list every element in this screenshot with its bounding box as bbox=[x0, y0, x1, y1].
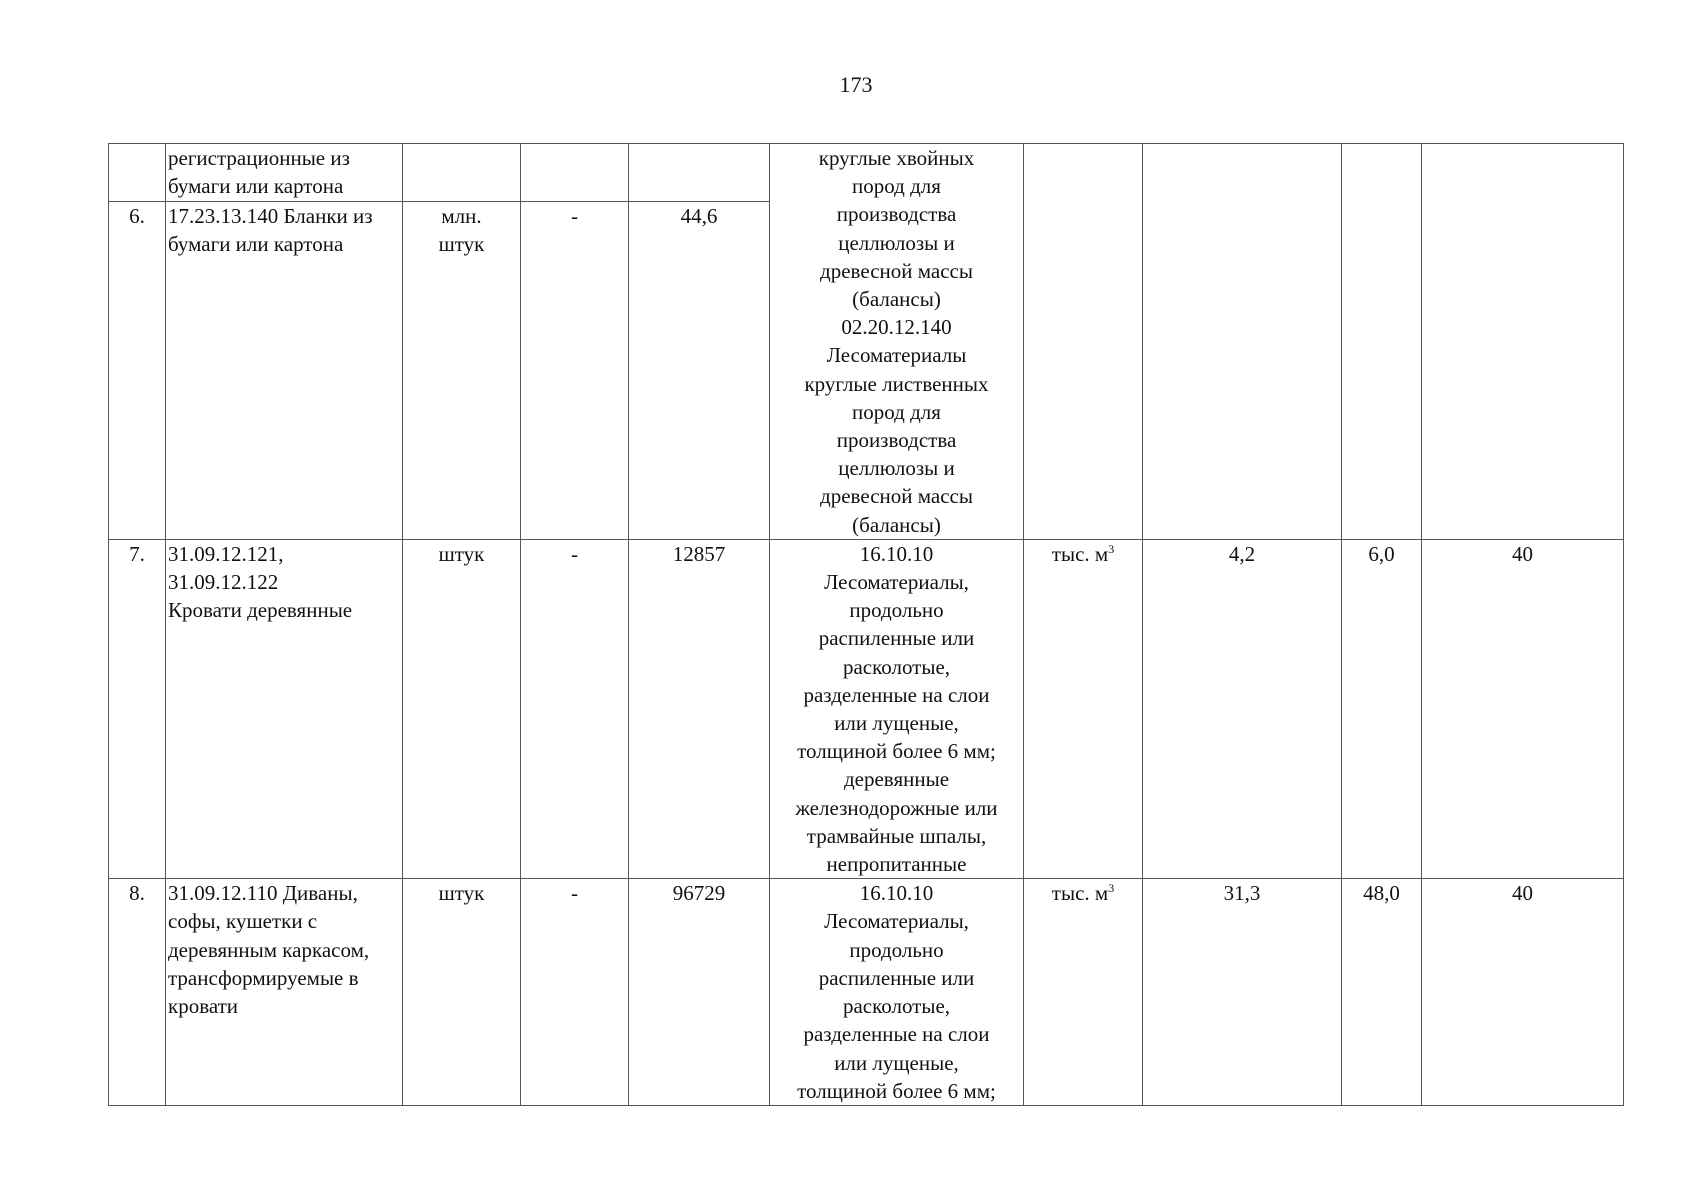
material-line: круглые хвойных bbox=[818, 146, 975, 170]
row-number-cell: 7. bbox=[109, 539, 166, 878]
material-line: разделенные на слои bbox=[803, 682, 990, 707]
material-line: Лесоматериалы bbox=[826, 343, 967, 368]
value-2-cell bbox=[1342, 144, 1422, 540]
material-cell bbox=[770, 879, 1024, 1106]
material-line: круглые лиственных bbox=[804, 371, 989, 396]
unit-cell bbox=[403, 202, 521, 540]
product-name-cell: 31.09.12.110 Диваны, софы, кушетки с деревянным каркасом, трансформируемые в кровати bbox=[166, 879, 403, 1106]
material-line: древесной массы bbox=[820, 484, 973, 509]
material-line: расколотые, bbox=[842, 654, 951, 679]
material-line: 16.10.10 bbox=[859, 881, 934, 906]
value-3-cell: 40 bbox=[1422, 539, 1624, 878]
material-line: производства bbox=[836, 428, 957, 453]
column-3-cell: - bbox=[521, 539, 629, 878]
material-line: или лущеные, bbox=[834, 1050, 959, 1075]
material-cell bbox=[770, 144, 1024, 540]
material-unit-superscript: 3 bbox=[1108, 881, 1115, 896]
row-number-cell: 8. bbox=[109, 879, 166, 1106]
material-line: целлюлозы и bbox=[838, 456, 955, 481]
row-number-cell: 6. bbox=[109, 202, 166, 540]
material-line: или лущеные, bbox=[834, 711, 959, 736]
unit-cell bbox=[403, 144, 521, 202]
table-row bbox=[109, 879, 1624, 1106]
material-cell bbox=[770, 539, 1024, 878]
product-name-text: регистрационные из бумаги или картона bbox=[168, 146, 350, 199]
material-line: пород для bbox=[852, 399, 941, 424]
table-row bbox=[109, 144, 1624, 202]
material-line: разделенные на слои bbox=[803, 1022, 990, 1047]
material-line: (балансы) bbox=[852, 512, 941, 537]
material-line: толщиной более 6 мм; bbox=[797, 1078, 996, 1103]
column-4-cell: 12857 bbox=[629, 539, 770, 878]
product-name-line: Кровати деревянные bbox=[168, 598, 353, 623]
data-table bbox=[108, 143, 1624, 1106]
material-line: толщиной более 6 мм; bbox=[797, 739, 996, 764]
material-unit-cell bbox=[1024, 879, 1143, 1106]
material-line: целлюлозы и bbox=[838, 230, 955, 255]
material-line: распиленные или bbox=[818, 626, 975, 651]
column-4-cell bbox=[629, 144, 770, 202]
material-unit-cell bbox=[1024, 539, 1143, 878]
column-4-cell: 44,6 bbox=[629, 202, 770, 540]
unit-cell: штук bbox=[403, 539, 521, 878]
table-row bbox=[109, 539, 1624, 878]
value-1-cell bbox=[1143, 144, 1342, 540]
material-line: Лесоматериалы, bbox=[824, 909, 969, 934]
material-line: Лесоматериалы, bbox=[824, 570, 969, 595]
value-2-cell: 6,0 bbox=[1342, 539, 1422, 878]
value-3-cell bbox=[1422, 144, 1624, 540]
product-name-cell bbox=[166, 539, 403, 878]
material-line: 02.20.12.140 bbox=[841, 315, 952, 340]
value-2-cell: 48,0 bbox=[1342, 879, 1422, 1106]
material-unit-text: тыс. м bbox=[1051, 881, 1109, 906]
product-name-cell: 17.23.13.140 Бланки из бумаги или картона bbox=[166, 202, 403, 540]
product-name-line: 31.09.12.121, bbox=[168, 541, 284, 566]
material-line: пород для bbox=[852, 174, 941, 199]
material-unit-text: тыс. м bbox=[1051, 541, 1109, 566]
value-1-cell: 31,3 bbox=[1143, 879, 1342, 1106]
value-1-cell: 4,2 bbox=[1143, 539, 1342, 878]
material-line: распиленные или bbox=[818, 965, 975, 990]
column-3-cell: - bbox=[521, 879, 629, 1106]
material-unit-superscript: 3 bbox=[1108, 541, 1115, 556]
material-line: продольно bbox=[849, 598, 944, 623]
unit-line: штук bbox=[438, 232, 485, 257]
material-line: расколотые, bbox=[842, 994, 951, 1019]
product-name-line: 31.09.12.122 bbox=[168, 570, 279, 595]
material-line: продольно bbox=[849, 937, 944, 962]
material-line: непропитанные bbox=[826, 852, 967, 877]
material-line: трамвайные шпалы, bbox=[806, 823, 987, 848]
material-line: деревянные bbox=[843, 767, 950, 792]
material-line: производства bbox=[836, 202, 957, 227]
column-3-cell bbox=[521, 144, 629, 202]
material-unit-cell bbox=[1024, 144, 1143, 540]
column-3-cell: - bbox=[521, 202, 629, 540]
unit-cell: штук bbox=[403, 879, 521, 1106]
row-number-cell bbox=[109, 144, 166, 202]
material-line: древесной массы bbox=[820, 258, 973, 283]
page-number: 173 bbox=[839, 72, 873, 97]
value-3-cell: 40 bbox=[1422, 879, 1624, 1106]
material-line: 16.10.10 bbox=[859, 541, 934, 566]
unit-line: млн. bbox=[441, 204, 482, 229]
material-line: железнодорожные или bbox=[795, 795, 998, 820]
material-line: (балансы) bbox=[852, 287, 941, 312]
product-name-cell bbox=[166, 144, 403, 202]
column-4-cell: 96729 bbox=[629, 879, 770, 1106]
